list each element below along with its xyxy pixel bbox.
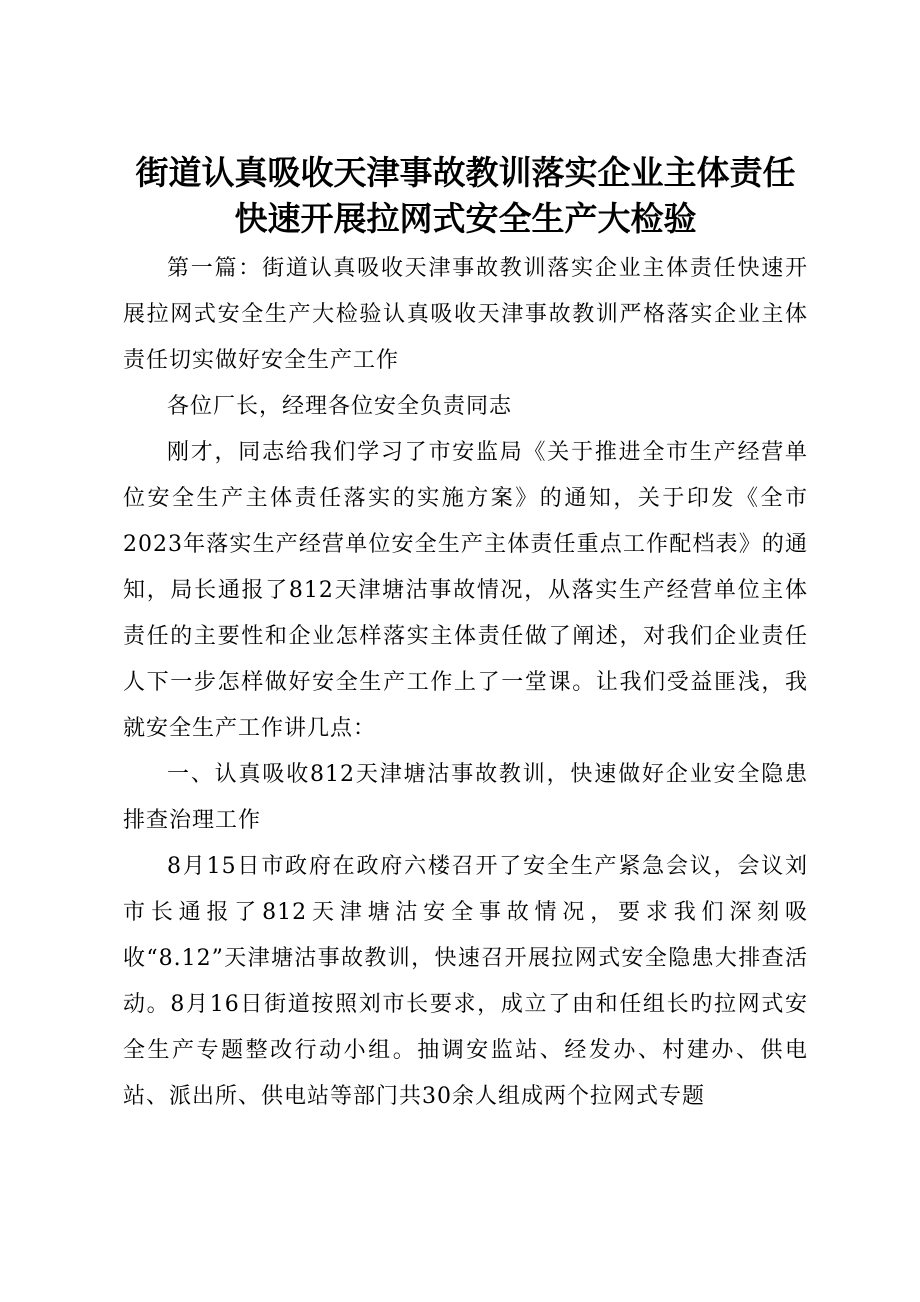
title-line-2: 快速开展拉网式安全生产大检验 [234, 199, 697, 238]
paragraph-salutation: 各位厂长，经理各位安全负责同志 [167, 394, 513, 419]
title-line-1: 街道认真吸收天津事故教训落实企业主体责任 [135, 153, 796, 192]
paragraph-section-heading-1: 一、认真吸收812天津塘沽事故教训，快速做好企业安全隐患排查治理工作 [123, 762, 808, 833]
document-title [123, 150, 808, 242]
paragraph-section-body-1: 8月15日市政府在政府六楼召开了安全生产紧急会议，会议刘市长通报了812天津塘沽安全事故情况，要求我们深刻吸收“8.12”天津塘沽事故教训，快速召开展拉网式安全隐患大排查活动。8月16日街道按照刘市长要求，成立了由和任组长旳拉网式安全生产专题整改行动小组。抽调安监站、经发办、村建办、供电站、派出所、供电站等部门共30余人组成两个拉网式专题 [123, 854, 808, 1109]
paragraph-intro: 第一篇：街道认真吸收天津事故教训落实企业主体责任快速开展拉网式安全生产大检验认真吸收天津事故教训严格落实企业主体责任切实做好安全生产工作 [123, 256, 808, 373]
document-page [123, 150, 808, 1120]
document-body [123, 246, 808, 1120]
paragraph-opening: 刚才，同志给我们学习了市安监局《关于推进全市生产经营单位安全生产主体责任落实的实施方案》的通知，关于印发《全市2023年落实生产经营单位安全生产主体责任重点工作配档表》的通知，局长通报了812天津塘沽事故情况，从落实生产经营单位主体责任的主要性和企业怎样落实主体责任做了阐述，对我们企业责任人下一步怎样做好安全生产工作上了一堂课。让我们受益匪浅，我就安全生产工作讲几点： [123, 440, 808, 741]
